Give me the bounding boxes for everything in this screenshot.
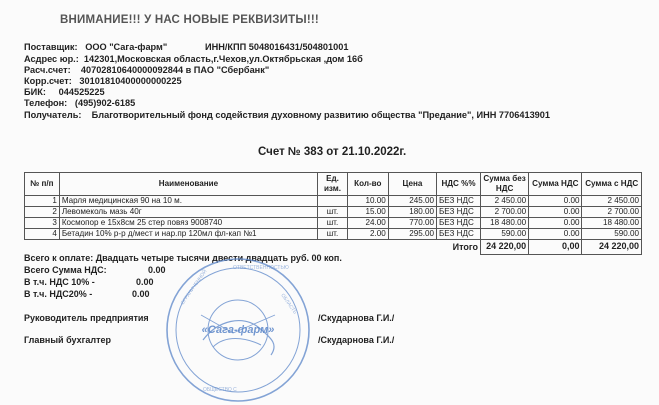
bik-value: 044525225: [58, 87, 105, 97]
col-header-net-sum: Сумма без НДС: [481, 173, 529, 196]
corr-value: 30101810400000000225: [79, 76, 182, 86]
row-vat-rate: БЕЗ НДС: [436, 218, 480, 229]
row-number: 1: [25, 196, 60, 207]
table-row: [25, 218, 642, 229]
row-vat-sum: 0.00: [529, 229, 582, 240]
row-number: 2: [25, 207, 60, 218]
col-header-total: Сумма с НДС: [582, 173, 642, 196]
col-header-unit: Ед. изм.: [318, 173, 348, 196]
row-vat-sum: 0.00: [529, 196, 582, 207]
accountant-name: /Скударнова Г.И./: [318, 335, 395, 345]
table-row: [25, 229, 642, 240]
row-vat-sum: 0.00: [529, 218, 582, 229]
row-number: 3: [25, 218, 60, 229]
corr-label: Корр.счет:: [24, 76, 72, 86]
totals-vat-sum: 0,00: [529, 240, 582, 255]
col-header-vat-sum: Сумма НДС: [529, 173, 582, 196]
address-label: Асдрес юр.:: [24, 54, 79, 64]
svg-text:ОГРАНИЧЕННОЙ: ОГРАНИЧЕННОЙ: [179, 268, 209, 307]
row-unit: шт.: [318, 229, 348, 240]
director-name: /Скударнова Г.И./: [318, 313, 395, 323]
supplier-label: Поставщик:: [24, 42, 78, 52]
table-header-row: [25, 173, 642, 196]
row-price: 295.00: [388, 229, 436, 240]
invoice-table: [24, 172, 642, 255]
address-line: [24, 54, 363, 64]
row-total: 2 700.00: [582, 207, 642, 218]
accountant-label: Главный бухгалтер: [24, 335, 112, 345]
row-vat-rate: БЕЗ НДС: [436, 207, 480, 218]
account-line: [24, 65, 269, 75]
recipient-label: Получатель:: [24, 110, 82, 120]
director-label: Руководитель предприятия: [24, 313, 149, 323]
notice-banner: ВНИМАНИЕ!!! У НАС НОВЫЕ РЕКВИЗИТЫ!!!: [60, 14, 319, 26]
col-header-name: Наименование: [59, 173, 317, 196]
vat-total-value: 0.00: [148, 265, 166, 275]
bik-label: БИК:: [24, 87, 46, 97]
vat10-value: 0.00: [136, 277, 154, 287]
totals-label: Итого: [452, 241, 479, 252]
totals-net-sum: 24 220,00: [481, 240, 529, 255]
col-header-qty: Кол-во: [347, 173, 388, 196]
row-number: 4: [25, 229, 60, 240]
corr-line: [24, 76, 182, 86]
row-name: Бетадин 10% р-р д/мест и нар.пр 120мл фл-кап №1: [59, 229, 317, 240]
vat10-label: В т.ч. НДС 10% -: [24, 277, 95, 287]
col-header-number: № п/п: [25, 173, 60, 196]
stamp-center-text: «Сага-фарм»: [201, 324, 275, 336]
col-header-vat-rate: НДС %%: [436, 173, 480, 196]
row-total: 590.00: [582, 229, 642, 240]
row-price: 245.00: [388, 196, 436, 207]
row-vat-sum: 0.00: [529, 207, 582, 218]
vat-total-label: Всего Сумма НДС:: [24, 265, 107, 275]
row-unit: шт.: [318, 207, 348, 218]
row-qty: 10.00: [347, 196, 388, 207]
col-header-price: Цена: [388, 173, 436, 196]
totals-total: 24 220,00: [582, 240, 642, 255]
phone-label: Телефон:: [24, 98, 68, 108]
row-total: 2 450.00: [582, 196, 642, 207]
svg-text:ОБЛАСТЬ: ОБЛАСТЬ: [279, 292, 298, 316]
row-price: 180.00: [388, 207, 436, 218]
inn-kpp: ИНН/КПП 5048016431/504801001: [205, 42, 349, 52]
row-qty: 24.00: [347, 218, 388, 229]
company-stamp: [163, 255, 313, 405]
bik-line: [24, 87, 105, 97]
row-name: Левомеколь мазь 40г: [59, 207, 317, 218]
row-vat-rate: БЕЗ НДС: [436, 229, 480, 240]
row-vat-rate: БЕЗ НДС: [436, 196, 480, 207]
account-label: Расч.счет:: [24, 65, 71, 75]
row-name: Космопор е 15х8см 25 стер повяз 9008740: [59, 218, 317, 229]
row-total: 18 480.00: [582, 218, 642, 229]
row-unit: [318, 196, 348, 207]
row-net-sum: 18 480.00: [481, 218, 529, 229]
row-qty: 2.00: [347, 229, 388, 240]
row-price: 770.00: [388, 218, 436, 229]
supplier-name: ООО "Сага-фарм": [85, 42, 168, 52]
supplier-line: [24, 42, 167, 52]
table-row: [25, 207, 642, 218]
vat20-value: 0.00: [132, 289, 150, 299]
account-value: 40702810640000092844 в ПАО "Сбербанк": [80, 65, 270, 75]
svg-text:ОБЩЕСТВО С: ОБЩЕСТВО С: [203, 387, 237, 393]
phone-value: (495)902-6185: [74, 98, 136, 108]
amount-in-words: Всего к оплате: Двадцать четыре тысячи двести двадцать руб. 00 коп.: [24, 253, 342, 263]
row-net-sum: 2 700.00: [481, 207, 529, 218]
svg-text:ОТВЕТСТВЕННОСТЬЮ: ОТВЕТСТВЕННОСТЬЮ: [233, 265, 289, 271]
row-name: Марля медицинская 90 на 10 м.: [59, 196, 317, 207]
row-qty: 15.00: [347, 207, 388, 218]
address-value: 142301,Московская область,г.Чехов,ул.Октябрьская ,дом 16б: [83, 54, 363, 64]
vat20-label: В т.ч. НДС20% -: [24, 289, 93, 299]
row-unit: шт.: [318, 218, 348, 229]
row-net-sum: 590.00: [481, 229, 529, 240]
table-row: [25, 196, 642, 207]
recipient-value: Благотворительный фонд содействия духовному развитию общества "Предание", ИНН 7706413901: [91, 110, 551, 120]
row-net-sum: 2 450.00: [481, 196, 529, 207]
invoice-title: Счет № 383 от 21.10.2022г.: [258, 146, 407, 158]
recipient-line: [24, 110, 550, 120]
phone-line: [24, 98, 135, 108]
